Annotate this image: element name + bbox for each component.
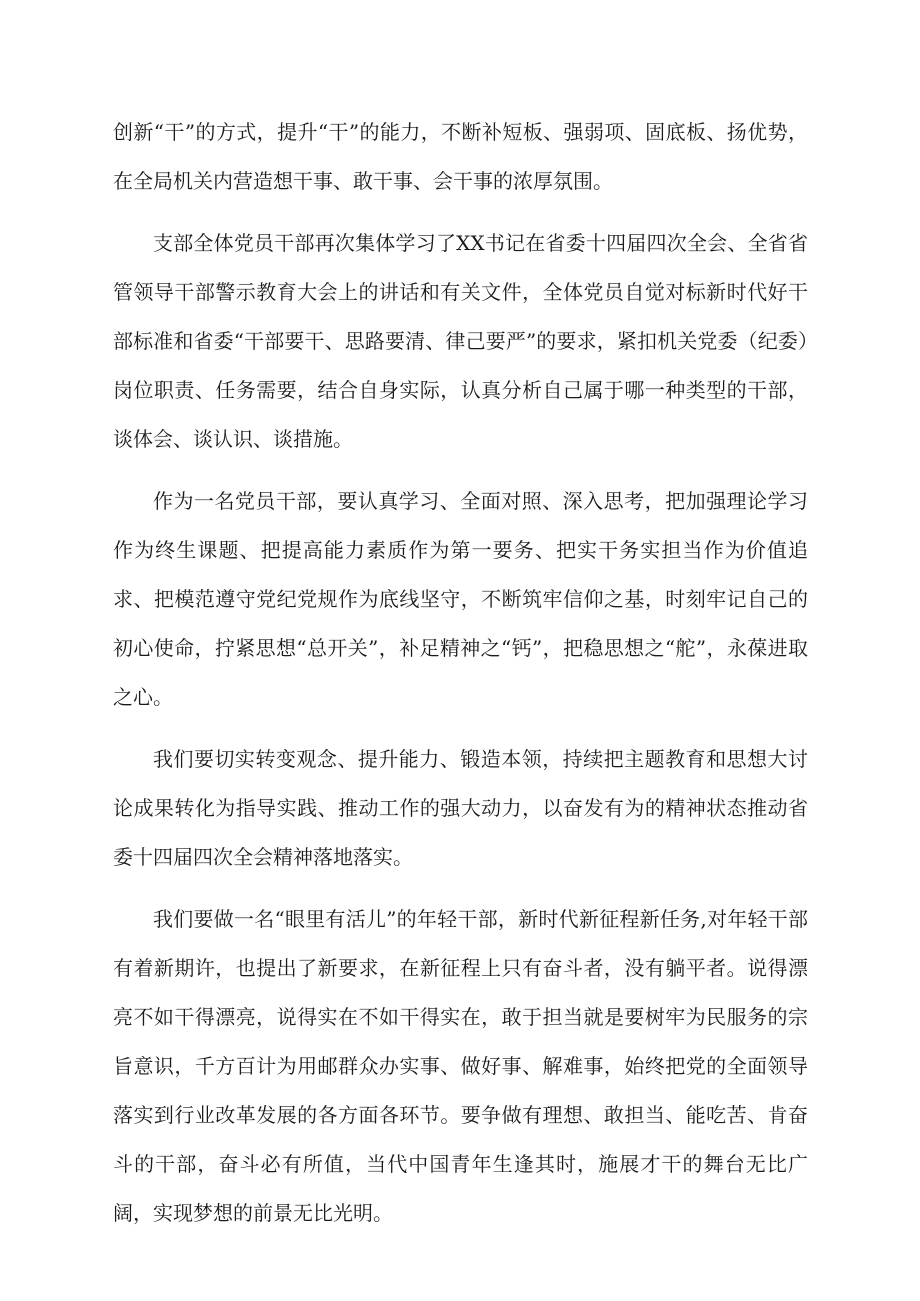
paragraph-5: 我们要做一名“眼里有活儿”的年轻干部，新时代新征程新任务,对年轻干部有着新期许，也提出了新要求，在新征程上只有奋斗者，没有躺平者。说得漂亮不如干得漂亮，说得实在不如干得实在，敢于担当就是要树牢为民服务的宗旨意识，千方百计为用邮群众办实事、做好事、解难事，始终把党的全面领导落实到行业改革发展的各方面各环节。要争做有理想、敢担当、能吃苦、肯奋斗的干部，奋斗必有所值，当代中国青年生逢其时，施展才干的舞台无比广阔，实现梦想的前景无比光明。: [113, 907, 808, 1225]
paragraph-3: 作为一名党员干部，要认真学习、全面对照、深入思考，把加强理论学习作为终生课题、把提高能力素质作为第一要务、把实干务实担当作为价值追求、把模范遵守党纪党规作为底线坚守，不断筑牢信仰之基，时刻牢记自己的初心使命，拧紧思想“总开关”，补足精神之“钙”，把稳思想之“舵”，永葆进取之心。: [113, 489, 808, 709]
paragraph-4: 我们要切实转变观念、提升能力、锻造本领，持续把主题教育和思想大讨论成果转化为指导实践、推动工作的强大动力，以奋发有为的精神状态推动省委十四届四次全会精神落地落实。: [113, 747, 808, 869]
paragraph-1: 创新“干”的方式，提升“干”的能力，不断补短板、强弱项、固底板、扬优势，在全局机关内营造想干事、敢干事、会干事的浓厚氛围。: [113, 120, 808, 193]
paragraph-2: 支部全体党员干部再次集体学习了XX书记在省委十四届四次全会、全省省管领导干部警示教育大会上的讲话和有关文件，全体党员自觉对标新时代好干部标准和省委“干部要干、思路要清、律己要严”的要求，紧扣机关党委（纪委）岗位职责、任务需要，结合自身实际，认真分析自己属于哪一种类型的干部，谈体会、谈认识、谈措施。: [113, 231, 808, 451]
document-body: [113, 108, 808, 1251]
